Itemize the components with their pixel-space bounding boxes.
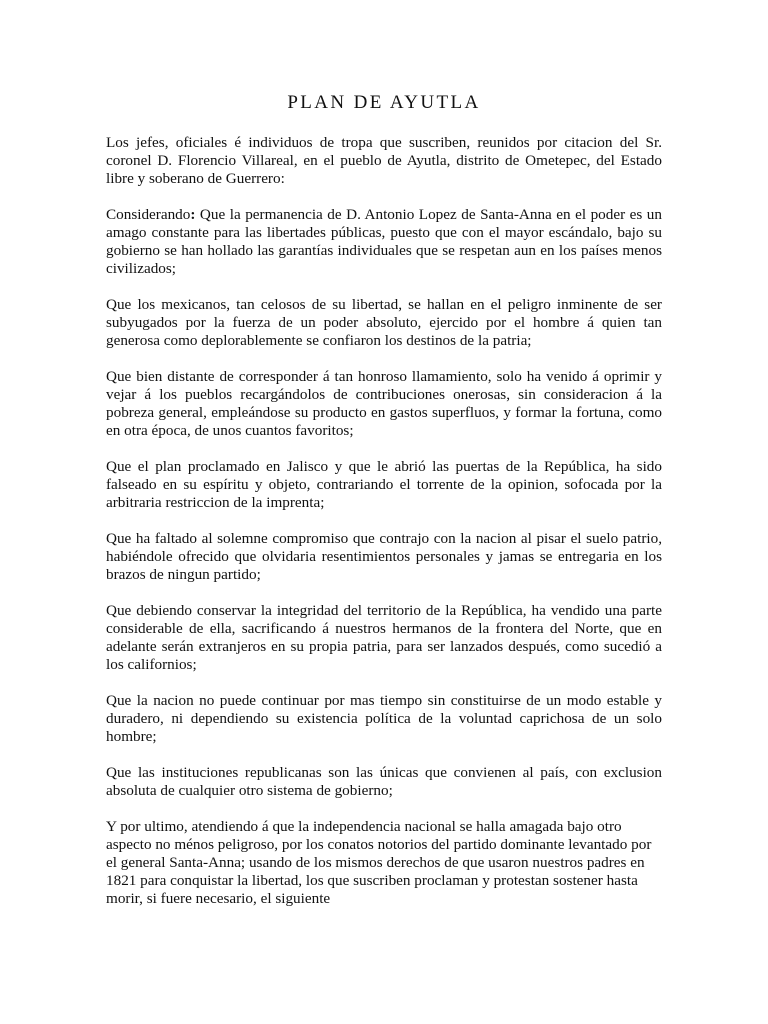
paragraph-mexicanos: Que los mexicanos, tan celosos de su libertad, se hallan en el peligro inminente de ser subyugados por la fuerza de un poder absoluto, ejercido por el hombre á quien tan generosa como deplorablemente se confiaron los destinos de la patria; xyxy=(106,296,662,349)
paragraph-nacion: Que la nacion no puede continuar por mas tiempo sin constituirse de un modo estable y duradero, ni dependiendo su existencia política de la voluntad caprichosa de un solo hombre; xyxy=(106,692,662,745)
paragraph-compromiso: Que ha faltado al solemne compromiso que contrajo con la nacion al pisar el suelo patrio, habiéndole ofrecido que olvidaria resentimientos personales y jamas se entregaria en los brazos de ningun partido; xyxy=(106,530,662,583)
intro-paragraph: Los jefes, oficiales é individuos de tropa que suscriben, reunidos por citacion del Sr. coronel D. Florencio Villareal, en el pueblo de Ayutla, distrito de Ometepec, del Estado libre y soberano de Guerrero: xyxy=(106,134,662,187)
paragraph-instituciones: Que las instituciones republicanas son las únicas que convienen al país, con exclusion absoluta de cualquier otro sistema de gobierno; xyxy=(106,764,662,799)
considerando-paragraph xyxy=(106,206,662,278)
document-page xyxy=(106,92,662,926)
considerando-text: Que la permanencia de D. Antonio Lopez de Santa-Anna en el poder es un amago constante para las libertades públicas, puesto que con el mayor escándalo, bajo su gobierno se han hollado las garantías individuales que se respetan aun en los países menos civilizados; xyxy=(106,206,662,277)
paragraph-territorio: Que debiendo conservar la integridad del territorio de la República, ha vendido una parte considerable de ella, sacrificando á nuestros hermanos de la frontera del Norte, que en adelante serán extranjeros en su propia patria, para ser lanzados después, como sucedió a los californios; xyxy=(106,602,662,673)
paragraph-por-ultimo: Y por ultimo, atendiendo á que la independencia nacional se halla amagada bajo otro aspecto no ménos peligroso, por los conatos notorios del partido dominante levantado por el general Santa-Anna; usando de los mismos derechos de que usaron nuestros padres en 1821 para conquistar la libertad, los que suscriben proclaman y protestan sostener hasta morir, si fuere necesario, el siguiente xyxy=(106,818,652,907)
considerando-label: Considerando xyxy=(106,206,191,223)
paragraph-oprimir: Que bien distante de corresponder á tan honroso llamamiento, solo ha venido á oprimir y vejar á los pueblos recargándolos de contribuciones onerosas, sin consideracion á la pobreza general, empleándose su producto en gastos superfluos, y formar la fortuna, como en otra época, de unos cuantos favoritos; xyxy=(106,368,662,439)
considerando-colon: : xyxy=(190,206,196,223)
document-title: PLAN DE AYUTLA xyxy=(287,92,481,113)
paragraph-jalisco: Que el plan proclamado en Jalisco y que le abrió las puertas de la República, ha sido falseado en su espíritu y objeto, contrariando el torrente de la opinion, sofocada por la arbitraria restriccion de la imprenta; xyxy=(106,458,662,511)
